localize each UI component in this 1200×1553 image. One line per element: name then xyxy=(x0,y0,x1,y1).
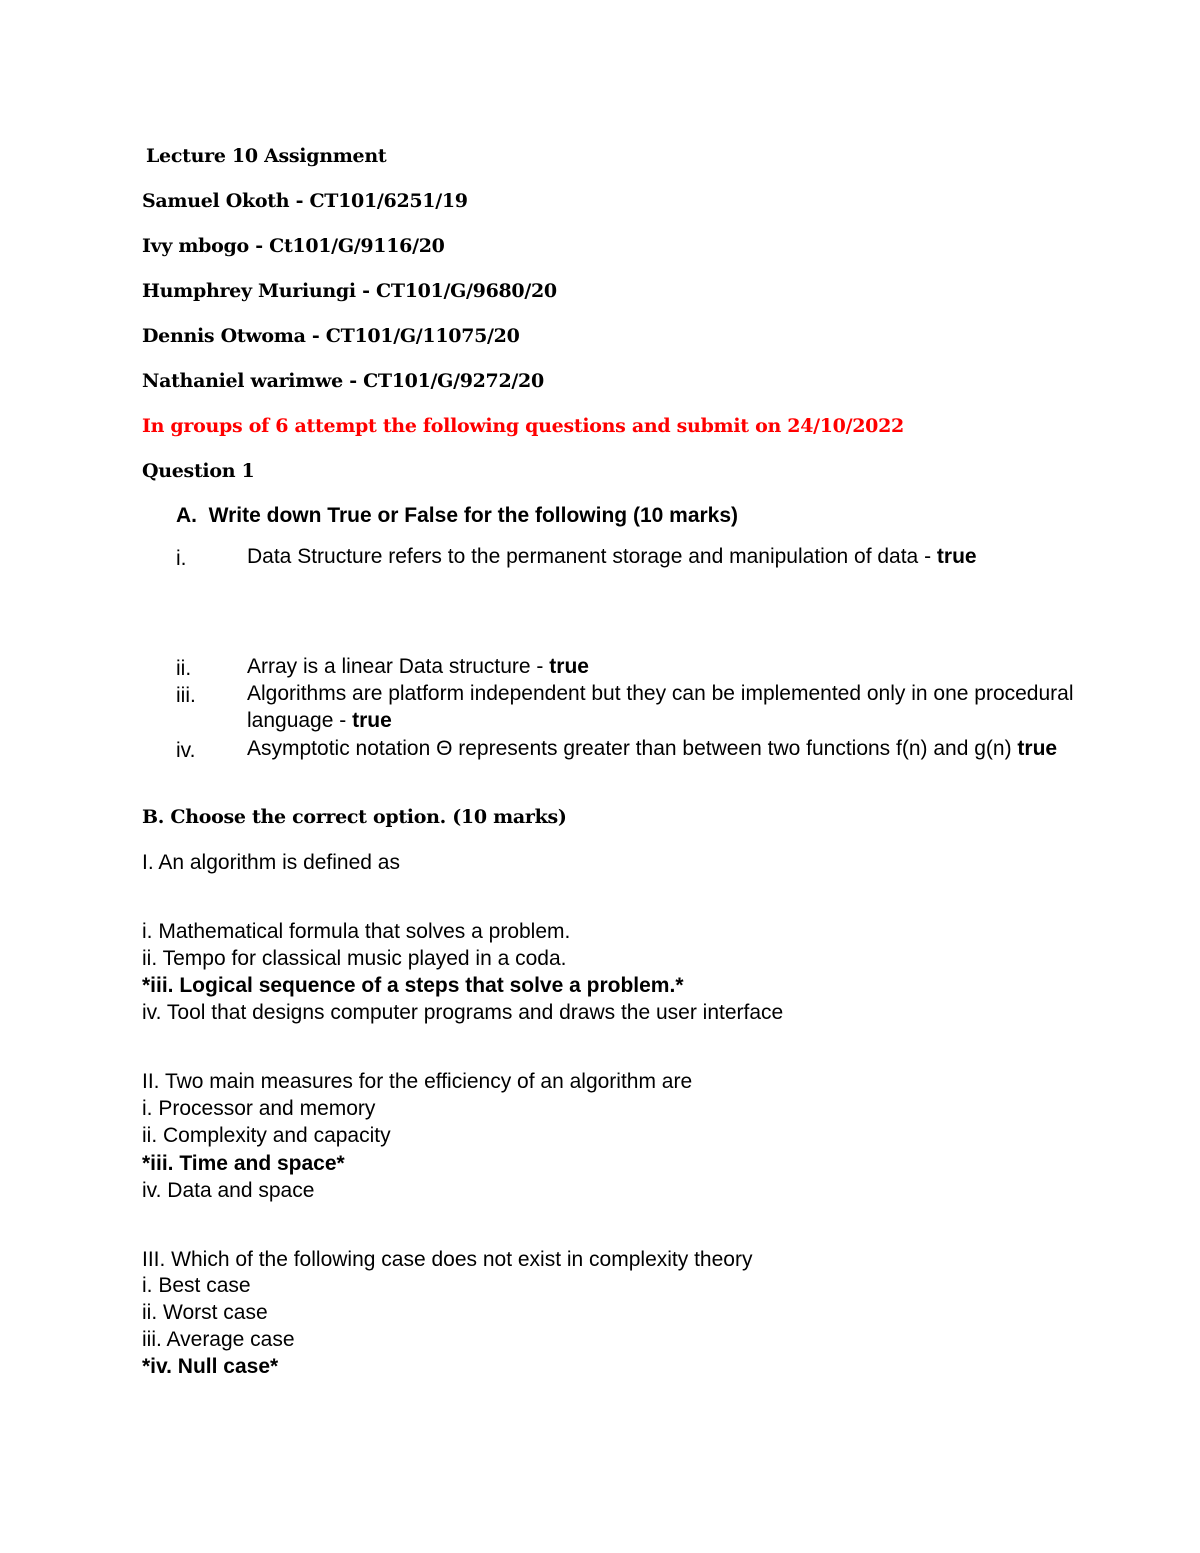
mcq-correct-option: *iii. Time and space* xyxy=(142,1152,345,1175)
member-2: Ivy mbogo - Ct101/G/9116/20 xyxy=(142,235,445,257)
true-false-item xyxy=(247,735,1077,762)
item-answer: true xyxy=(549,655,589,678)
mcq-option: ii. Tempo for classical music played in a coda. xyxy=(142,947,567,970)
mcq-option: i. Mathematical formula that solves a problem. xyxy=(142,920,571,943)
member-3: Humphrey Muriungi - CT101/G/9680/20 xyxy=(142,280,557,302)
member-4: Dennis Otwoma - CT101/G/11075/20 xyxy=(142,325,520,347)
item-number: iv. xyxy=(176,739,196,762)
true-false-item xyxy=(247,543,1077,570)
item-number: ii. xyxy=(176,657,192,680)
item-answer: true xyxy=(1017,737,1058,760)
mcq-3-prompt: III. Which of the following case does not exist in complexity theory xyxy=(142,1248,753,1271)
mcq-option: iii. Average case xyxy=(142,1328,295,1351)
question-1-heading: Question 1 xyxy=(142,460,255,482)
true-false-item xyxy=(247,653,1077,680)
mcq-option: iv. Data and space xyxy=(142,1179,315,1202)
item-text: Data Structure refers to the permanent storage and manipulation of data - xyxy=(247,545,932,568)
part-a-heading: A. Write down True or False for the following (10 marks) xyxy=(176,504,739,527)
item-text: Asymptotic notation Θ represents greater than between two functions f(n) and g(n) xyxy=(247,737,1012,760)
item-text: Algorithms are platform independent but they can be implemented only in one procedural language - xyxy=(247,682,1074,732)
instruction-text: In groups of 6 attempt the following questions and submit on 24/10/2022 xyxy=(142,415,904,437)
mcq-1-prompt: I. An algorithm is defined as xyxy=(142,851,400,874)
item-number: i. xyxy=(176,547,187,570)
mcq-option: i. Best case xyxy=(142,1274,251,1297)
mcq-option: i. Processor and memory xyxy=(142,1097,376,1120)
mcq-correct-option: *iv. Null case* xyxy=(142,1355,279,1378)
mcq-correct-option: *iii. Logical sequence of a steps that solve a problem.* xyxy=(142,974,684,997)
mcq-option: ii. Complexity and capacity xyxy=(142,1124,391,1147)
part-b-heading: B. Choose the correct option. (10 marks) xyxy=(142,806,567,828)
true-false-item xyxy=(247,680,1077,734)
item-text: Array is a linear Data structure - xyxy=(247,655,544,678)
mcq-2-prompt: II. Two main measures for the efficiency of an algorithm are xyxy=(142,1070,693,1093)
item-number: iii. xyxy=(176,684,196,707)
item-answer: true xyxy=(936,545,977,568)
mcq-option: iv. Tool that designs computer programs and draws the user interface xyxy=(142,1001,784,1024)
document-title: Lecture 10 Assignment xyxy=(146,145,387,167)
mcq-option: ii. Worst case xyxy=(142,1301,268,1324)
member-5: Nathaniel warimwe - CT101/G/9272/20 xyxy=(142,370,544,392)
item-answer: true xyxy=(352,709,392,732)
member-1: Samuel Okoth - CT101/6251/19 xyxy=(142,190,468,212)
